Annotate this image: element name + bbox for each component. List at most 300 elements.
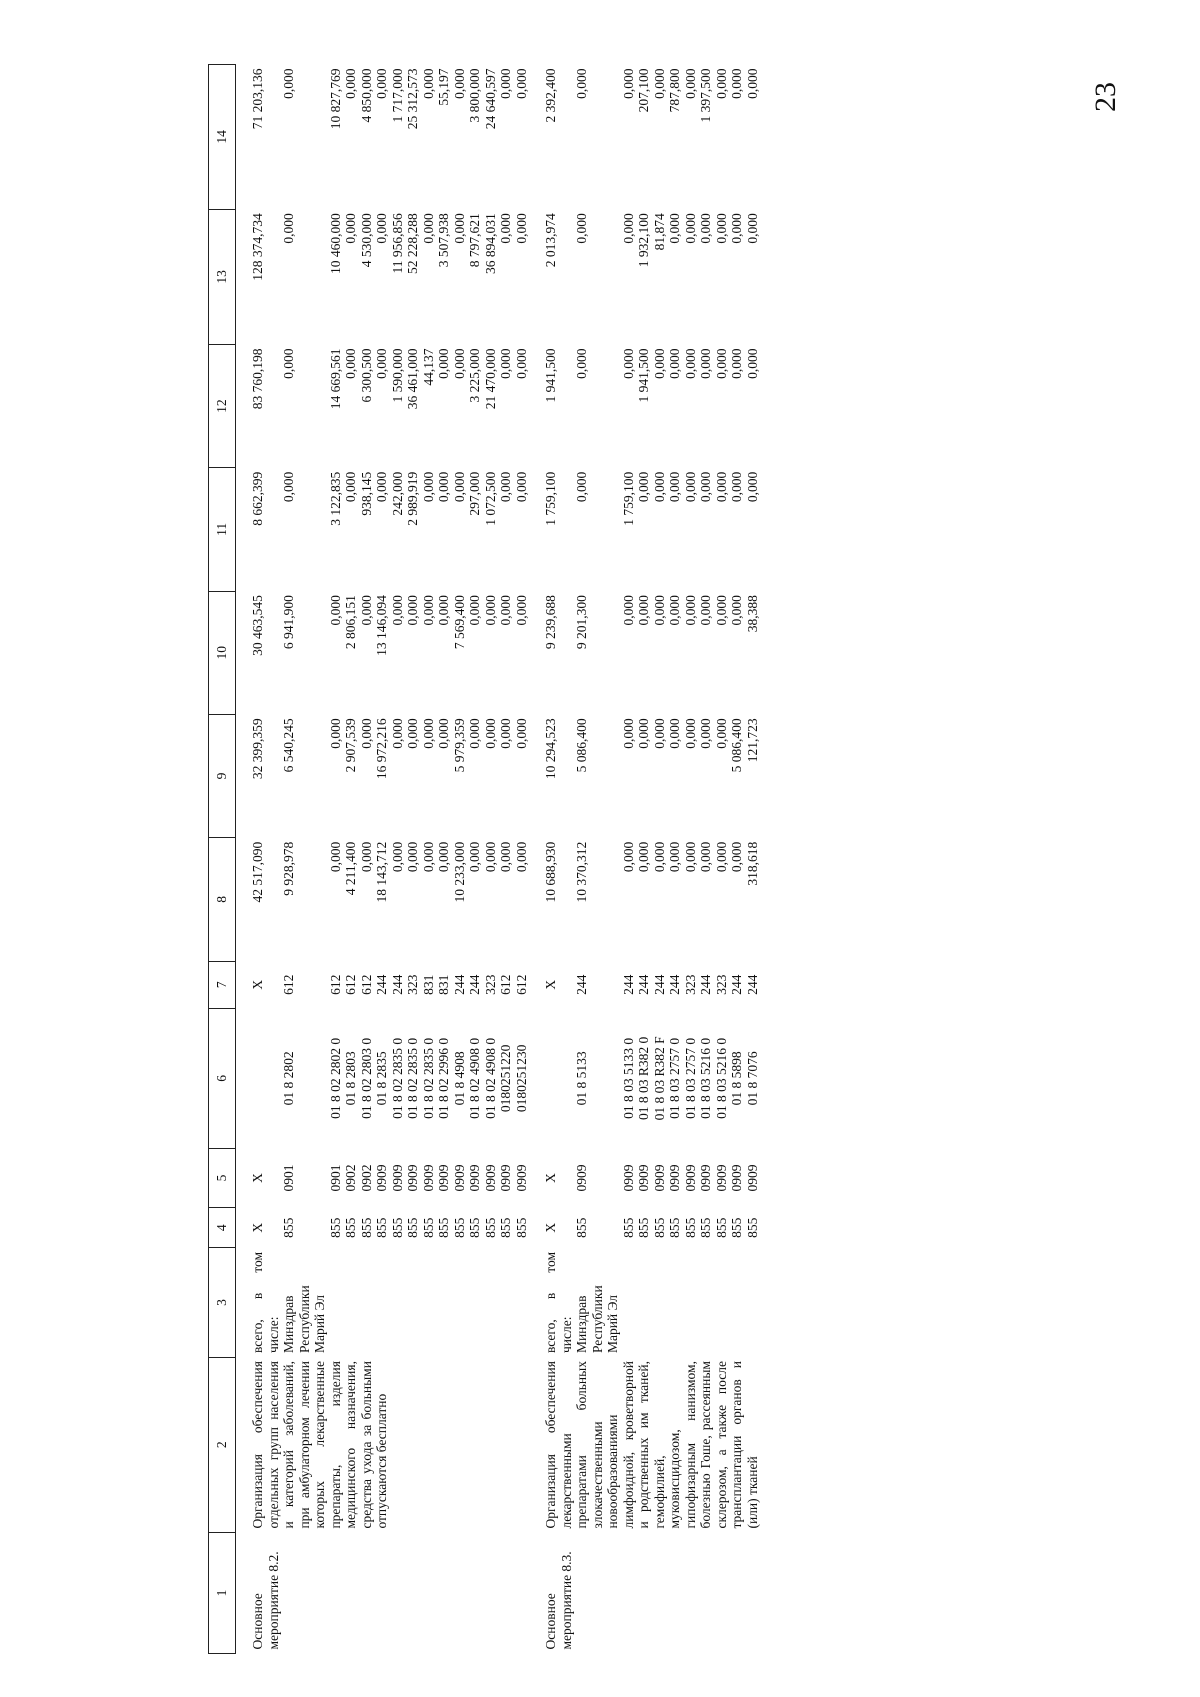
amount-cell: 0,000 bbox=[436, 841, 452, 873]
amount-cell: 0,000 bbox=[467, 841, 483, 873]
csr-cell: 01 8 02 2803 0 bbox=[358, 1037, 374, 1119]
amount-cell: 1 759,100 bbox=[620, 471, 636, 526]
executor-cell bbox=[483, 1248, 499, 1357]
executor-cell bbox=[667, 1248, 683, 1357]
amount-cell: 0,000 bbox=[358, 718, 374, 749]
amount-cell: 36 461,000 bbox=[405, 348, 421, 410]
amount-cell: 52 228,288 bbox=[405, 213, 421, 275]
rzpr-cell: 0901 bbox=[281, 1164, 297, 1192]
measure-label: Основное мероприятие 8.2. bbox=[250, 1551, 281, 1650]
rzpr-cell: 0901 bbox=[327, 1164, 343, 1192]
grbs-cell: 855 bbox=[436, 1217, 452, 1238]
csr-cell: 01 8 03 R382 0 bbox=[636, 1036, 652, 1121]
amount-cell: 4 850,000 bbox=[358, 68, 374, 123]
amount-cell: 0,000 bbox=[513, 841, 529, 873]
grbs-cell: 855 bbox=[498, 1217, 514, 1238]
column-header: 11 bbox=[209, 468, 236, 591]
amount-cell: 0,000 bbox=[651, 718, 667, 749]
csr-cell: 01 8 03 2757 0 bbox=[682, 1037, 698, 1119]
amount-cell: 0,000 bbox=[513, 718, 529, 749]
amount-cell: 42 517,090 bbox=[250, 841, 265, 903]
amount-cell: 0,000 bbox=[698, 718, 714, 749]
amount-cell: 14 669,561 bbox=[327, 348, 343, 410]
amount-cell: 0,000 bbox=[343, 213, 359, 244]
amount-cell: 0,000 bbox=[667, 595, 683, 626]
measure-label: Основное мероприятие 8.3. bbox=[543, 1551, 574, 1650]
amount-cell: 1 932,100 bbox=[636, 213, 652, 268]
amount-cell: 0,000 bbox=[667, 348, 683, 379]
amount-cell: 0,000 bbox=[574, 68, 590, 99]
amount-cell: 0,000 bbox=[420, 718, 436, 749]
amount-cell: 787,800 bbox=[667, 68, 683, 113]
grbs-cell: 855 bbox=[729, 1217, 745, 1238]
amount-cell: 0,000 bbox=[698, 841, 714, 873]
column-header: 14 bbox=[209, 65, 236, 210]
grbs-cell: 855 bbox=[482, 1217, 498, 1238]
amount-cell: 8 797,621 bbox=[467, 213, 483, 268]
grbs-cell: 855 bbox=[389, 1217, 405, 1238]
amount-cell: 0,000 bbox=[343, 471, 359, 503]
executor-cell bbox=[498, 1248, 514, 1357]
amount-cell: 36 894,031 bbox=[482, 213, 498, 275]
amount-cell: 10 460,000 bbox=[327, 213, 343, 275]
executor-cell bbox=[328, 1248, 344, 1357]
rzpr-cell: 0902 bbox=[343, 1164, 359, 1192]
amount-cell: 207,100 bbox=[636, 68, 652, 113]
rzpr-cell: 0909 bbox=[498, 1164, 514, 1192]
amount-cell: 0,000 bbox=[467, 595, 483, 626]
amount-cell: 0,000 bbox=[374, 471, 390, 503]
rzpr-cell: 0902 bbox=[358, 1164, 374, 1192]
amount-cell: 5 979,359 bbox=[451, 718, 467, 773]
amount-cell: 0,000 bbox=[729, 213, 745, 244]
csr-cell: 01 8 5133 bbox=[574, 1051, 590, 1106]
amount-cell: 0,000 bbox=[358, 841, 374, 873]
amount-cell: 0,000 bbox=[436, 348, 452, 379]
grbs-cell: 855 bbox=[667, 1217, 683, 1238]
amount-cell: 0,000 bbox=[327, 595, 343, 626]
amount-cell: 0,000 bbox=[713, 213, 729, 244]
executor-cell bbox=[452, 1248, 468, 1357]
amount-cell: 0,000 bbox=[574, 213, 590, 244]
grbs-cell: X bbox=[250, 1222, 265, 1233]
amount-cell: 0,000 bbox=[729, 348, 745, 379]
amount-cell: 0,000 bbox=[482, 595, 498, 626]
vr-cell: 244 bbox=[389, 974, 405, 995]
rzpr-cell: X bbox=[543, 1173, 559, 1183]
executor-cell: всего, в том числе: bbox=[250, 1251, 281, 1354]
grbs-cell: 855 bbox=[620, 1217, 636, 1238]
vr-cell: 244 bbox=[636, 974, 652, 995]
amount-cell: 2 013,974 bbox=[543, 213, 559, 268]
amount-cell: 1 590,000 bbox=[389, 348, 405, 403]
grbs-cell: X bbox=[543, 1222, 559, 1233]
rzpr-cell: 0909 bbox=[420, 1164, 436, 1192]
column-header: 4 bbox=[209, 1208, 236, 1248]
csr-cell bbox=[543, 1008, 574, 1148]
amount-cell: 0,000 bbox=[682, 718, 698, 749]
column-header: 9 bbox=[209, 714, 236, 837]
amount-cell: 1 759,100 bbox=[543, 471, 559, 526]
rzpr-cell: 0909 bbox=[574, 1164, 590, 1192]
amount-cell: 5 086,400 bbox=[729, 718, 745, 773]
executor-cell bbox=[636, 1248, 652, 1357]
amount-cell: 0,000 bbox=[513, 595, 529, 626]
amount-cell: 21 470,000 bbox=[482, 348, 498, 410]
amount-cell: 938,145 bbox=[358, 471, 374, 516]
csr-cell: 01 8 7076 bbox=[744, 1051, 760, 1106]
amount-cell: 16 972,216 bbox=[374, 718, 390, 780]
csr-cell: 01 8 03 5216 0 bbox=[698, 1037, 714, 1119]
rzpr-cell: 0909 bbox=[729, 1164, 745, 1192]
amount-cell: 0,000 bbox=[436, 718, 452, 749]
amount-cell: 0,000 bbox=[729, 68, 745, 99]
amount-cell: 0,000 bbox=[358, 595, 374, 626]
amount-cell: 1 397,500 bbox=[698, 68, 714, 123]
amount-cell: 4 530,000 bbox=[358, 213, 374, 268]
amount-cell: 3 507,938 bbox=[436, 213, 452, 268]
vr-cell: 244 bbox=[651, 974, 667, 995]
vr-cell: 323 bbox=[682, 974, 698, 995]
amount-cell: 0,000 bbox=[620, 841, 636, 873]
amount-cell: 2 907,539 bbox=[343, 718, 359, 773]
amount-cell: 0,000 bbox=[713, 348, 729, 379]
grbs-cell: 855 bbox=[636, 1217, 652, 1238]
grbs-cell: 855 bbox=[327, 1217, 343, 1238]
table-row bbox=[250, 65, 281, 1654]
amount-cell: 0,000 bbox=[420, 841, 436, 873]
amount-cell: 0,000 bbox=[451, 348, 467, 379]
rzpr-cell: 0909 bbox=[667, 1164, 683, 1192]
amount-cell: 0,000 bbox=[667, 841, 683, 873]
amount-cell: 0,000 bbox=[374, 348, 390, 379]
amount-cell: 0,000 bbox=[636, 718, 652, 749]
csr-cell: 0180251230 bbox=[513, 1044, 529, 1113]
rzpr-cell: 0909 bbox=[682, 1164, 698, 1192]
amount-cell: 0,000 bbox=[729, 595, 745, 626]
csr-cell: 01 8 5898 bbox=[729, 1051, 745, 1106]
grbs-cell: 855 bbox=[744, 1217, 760, 1238]
csr-cell: 01 8 02 4908 0 bbox=[482, 1037, 498, 1119]
vr-cell: 244 bbox=[451, 974, 467, 995]
executor-cell bbox=[621, 1248, 637, 1357]
amount-cell: 0,000 bbox=[498, 841, 514, 873]
grbs-cell: 855 bbox=[420, 1217, 436, 1238]
executor-cell bbox=[652, 1248, 668, 1357]
column-header: 10 bbox=[209, 591, 236, 714]
csr-cell: 0180251220 bbox=[498, 1044, 514, 1113]
amount-cell: 0,000 bbox=[698, 213, 714, 244]
rzpr-cell: 0909 bbox=[405, 1164, 421, 1192]
rzpr-cell: 0909 bbox=[374, 1164, 390, 1192]
vr-cell: 244 bbox=[467, 974, 483, 995]
csr-cell bbox=[250, 1008, 281, 1148]
amount-cell: 297,000 bbox=[467, 471, 483, 516]
amount-cell: 0,000 bbox=[513, 348, 529, 379]
amount-cell: 0,000 bbox=[374, 213, 390, 244]
amount-cell: 44,137 bbox=[420, 348, 436, 386]
rzpr-cell: 0909 bbox=[436, 1164, 452, 1192]
amount-cell: 0,000 bbox=[436, 595, 452, 626]
amount-cell: 0,000 bbox=[713, 841, 729, 873]
amount-cell: 81,874 bbox=[651, 213, 667, 251]
amount-cell: 0,000 bbox=[744, 68, 760, 99]
amount-cell: 0,000 bbox=[498, 213, 514, 244]
vr-cell: X bbox=[543, 979, 559, 990]
vr-cell: 612 bbox=[343, 974, 359, 995]
amount-cell: 0,000 bbox=[651, 595, 667, 626]
amount-cell: 1 072,500 bbox=[482, 471, 498, 526]
rzpr-cell: 0909 bbox=[744, 1164, 760, 1192]
budget-table-sheet bbox=[208, 64, 1038, 1654]
amount-cell: 83 760,198 bbox=[250, 348, 265, 410]
amount-cell: 0,000 bbox=[451, 471, 467, 503]
column-header: 8 bbox=[209, 838, 236, 961]
amount-cell: 9 201,300 bbox=[574, 595, 590, 650]
grbs-cell: 855 bbox=[513, 1217, 529, 1238]
amount-cell: 0,000 bbox=[636, 595, 652, 626]
amount-cell: 0,000 bbox=[667, 471, 683, 503]
amount-cell: 71 203,136 bbox=[250, 68, 265, 130]
vr-cell: 831 bbox=[436, 974, 452, 995]
amount-cell: 0,000 bbox=[498, 68, 514, 99]
amount-cell: 0,000 bbox=[620, 68, 636, 99]
amount-cell: 3 225,000 bbox=[467, 348, 483, 403]
amount-cell: 6 941,900 bbox=[281, 595, 297, 650]
budget-table bbox=[208, 64, 761, 1654]
measure-description: Организация обеспечения отдельных групп населения и категорий заболеваний, при амбулаторном лечении которых лекарственные препараты, изделия медицинского назначения, средства ухода за больными отпускаются бесплатно bbox=[250, 1361, 390, 1529]
rzpr-cell: 0909 bbox=[482, 1164, 498, 1192]
csr-cell: 01 8 02 2835 0 bbox=[420, 1037, 436, 1119]
amount-cell: 2 392,400 bbox=[543, 68, 559, 123]
amount-cell: 0,000 bbox=[281, 471, 297, 503]
amount-cell: 1 941,500 bbox=[636, 348, 652, 403]
vr-cell: 244 bbox=[574, 974, 590, 995]
amount-cell: 2 989,919 bbox=[405, 471, 421, 526]
amount-cell: 0,000 bbox=[682, 595, 698, 626]
amount-cell: 0,000 bbox=[467, 718, 483, 749]
csr-cell: 01 8 2802 bbox=[281, 1051, 297, 1106]
amount-cell: 0,000 bbox=[682, 213, 698, 244]
grbs-cell: 855 bbox=[713, 1217, 729, 1238]
csr-cell: 01 8 2835 bbox=[374, 1051, 390, 1106]
amount-cell: 0,000 bbox=[389, 718, 405, 749]
vr-cell: 244 bbox=[744, 974, 760, 995]
amount-cell: 0,000 bbox=[744, 348, 760, 379]
amount-cell: 0,000 bbox=[405, 595, 421, 626]
amount-cell: 0,000 bbox=[281, 68, 297, 99]
amount-cell: 0,000 bbox=[281, 213, 297, 244]
amount-cell: 0,000 bbox=[620, 595, 636, 626]
executor-cell bbox=[343, 1248, 359, 1357]
amount-cell: 13 146,094 bbox=[374, 595, 390, 656]
csr-cell: 01 8 2803 bbox=[343, 1051, 359, 1106]
vr-cell: 612 bbox=[358, 974, 374, 995]
amount-cell: 9 239,688 bbox=[543, 595, 559, 650]
amount-cell: 7 569,400 bbox=[451, 595, 467, 650]
csr-cell: 01 8 02 2996 0 bbox=[436, 1037, 452, 1119]
column-header: 2 bbox=[209, 1357, 236, 1533]
amount-cell: 38,388 bbox=[744, 595, 760, 633]
executor-cell bbox=[390, 1248, 406, 1357]
vr-cell: 323 bbox=[482, 974, 498, 995]
executor-cell bbox=[374, 1248, 390, 1357]
executor-cell bbox=[729, 1248, 745, 1357]
amount-cell: 0,000 bbox=[620, 213, 636, 244]
executor-cell: Минздрав Республики Марий Эл bbox=[281, 1285, 328, 1354]
executor-cell bbox=[405, 1248, 421, 1357]
amount-cell: 5 086,400 bbox=[574, 718, 590, 773]
amount-cell: 0,000 bbox=[389, 841, 405, 873]
amount-cell: 0,000 bbox=[451, 213, 467, 244]
amount-cell: 0,000 bbox=[498, 348, 514, 379]
rzpr-cell: X bbox=[250, 1173, 265, 1183]
amount-cell: 25 312,573 bbox=[405, 68, 421, 130]
amount-cell: 318,618 bbox=[744, 841, 760, 886]
amount-cell: 11 956,856 bbox=[389, 213, 405, 274]
amount-cell: 0,000 bbox=[620, 348, 636, 379]
amount-cell: 0,000 bbox=[389, 595, 405, 626]
amount-cell: 24 640,597 bbox=[482, 68, 498, 130]
grbs-cell: 855 bbox=[698, 1217, 714, 1238]
executor-cell bbox=[436, 1248, 452, 1357]
amount-cell: 0,000 bbox=[713, 718, 729, 749]
vr-cell: 612 bbox=[281, 974, 297, 995]
csr-cell: 01 8 03 R382 F bbox=[651, 1036, 667, 1121]
rzpr-cell: 0909 bbox=[467, 1164, 483, 1192]
amount-cell: 128 374,734 bbox=[250, 213, 265, 281]
amount-cell: 0,000 bbox=[343, 68, 359, 99]
csr-cell: 01 8 02 2802 0 bbox=[327, 1037, 343, 1119]
amount-cell: 0,000 bbox=[636, 471, 652, 503]
amount-cell: 0,000 bbox=[574, 471, 590, 503]
vr-cell: 244 bbox=[667, 974, 683, 995]
vr-cell: 831 bbox=[420, 974, 436, 995]
amount-cell: 0,000 bbox=[327, 841, 343, 873]
amount-cell: 0,000 bbox=[682, 348, 698, 379]
vr-cell: 612 bbox=[327, 974, 343, 995]
amount-cell: 0,000 bbox=[651, 68, 667, 99]
column-header: 7 bbox=[209, 961, 236, 1008]
amount-cell: 32 399,359 bbox=[250, 718, 265, 780]
csr-cell: 01 8 02 2835 0 bbox=[389, 1037, 405, 1119]
amount-cell: 0,000 bbox=[667, 718, 683, 749]
amount-cell: 0,000 bbox=[651, 348, 667, 379]
grbs-cell: 855 bbox=[451, 1217, 467, 1238]
grbs-cell: 855 bbox=[281, 1217, 297, 1238]
amount-cell: 0,000 bbox=[405, 718, 421, 749]
amount-cell: 0,000 bbox=[698, 595, 714, 626]
vr-cell: 244 bbox=[374, 974, 390, 995]
executor-cell bbox=[698, 1248, 714, 1357]
executor-cell bbox=[683, 1248, 699, 1357]
amount-cell: 1 941,500 bbox=[543, 348, 559, 403]
vr-cell: 244 bbox=[729, 974, 745, 995]
amount-cell: 0,000 bbox=[482, 841, 498, 873]
amount-cell: 3 800,000 bbox=[467, 68, 483, 123]
vr-cell: 612 bbox=[513, 974, 529, 995]
csr-cell: 01 8 03 5216 0 bbox=[713, 1037, 729, 1119]
rzpr-cell: 0909 bbox=[698, 1164, 714, 1192]
amount-cell: 0,000 bbox=[513, 213, 529, 244]
grbs-cell: 855 bbox=[467, 1217, 483, 1238]
rzpr-cell: 0909 bbox=[620, 1164, 636, 1192]
rzpr-cell: 0909 bbox=[651, 1164, 667, 1192]
amount-cell: 0,000 bbox=[436, 471, 452, 503]
amount-cell: 0,000 bbox=[682, 841, 698, 873]
amount-cell: 0,000 bbox=[682, 68, 698, 99]
amount-cell: 0,000 bbox=[744, 471, 760, 503]
amount-cell: 0,000 bbox=[420, 68, 436, 99]
column-header: 13 bbox=[209, 209, 236, 344]
csr-cell: 01 8 03 2757 0 bbox=[667, 1037, 683, 1119]
column-header: 1 bbox=[209, 1533, 236, 1654]
amount-cell: 0,000 bbox=[713, 68, 729, 99]
amount-cell: 10 688,930 bbox=[543, 841, 559, 903]
vr-cell: 244 bbox=[698, 974, 714, 995]
amount-cell: 18 143,712 bbox=[374, 841, 390, 903]
amount-cell: 242,000 bbox=[389, 471, 405, 516]
executor-cell bbox=[467, 1248, 483, 1357]
vr-cell: X bbox=[250, 979, 265, 990]
amount-cell: 0,000 bbox=[405, 841, 421, 873]
amount-cell: 0,000 bbox=[682, 471, 698, 503]
csr-cell: 01 8 02 2835 0 bbox=[405, 1037, 421, 1119]
grbs-cell: 855 bbox=[651, 1217, 667, 1238]
rzpr-cell: 0909 bbox=[451, 1164, 467, 1192]
amount-cell: 3 122,835 bbox=[327, 471, 343, 526]
executor-cell bbox=[421, 1248, 437, 1357]
amount-cell: 0,000 bbox=[729, 471, 745, 503]
grbs-cell: 855 bbox=[682, 1217, 698, 1238]
amount-cell: 121,723 bbox=[744, 718, 760, 763]
executor-cell bbox=[714, 1248, 730, 1357]
amount-cell: 0,000 bbox=[420, 595, 436, 626]
amount-cell: 0,000 bbox=[281, 348, 297, 379]
amount-cell: 10 233,000 bbox=[451, 841, 467, 903]
amount-cell: 0,000 bbox=[651, 471, 667, 503]
amount-cell: 0,000 bbox=[636, 841, 652, 873]
measure-description: Организация обеспечения лекарственными препаратами больных злокачественными новообразованиями лимфоидной, кроветворной и родственных им тканей, гемофилией, муковисцидозом, гипофизарным нанизмом, болезнью Гоше, рассеянным склерозом, а также после трансплантации органов и (или) тканей bbox=[543, 1361, 760, 1529]
page-number: 23 bbox=[1089, 82, 1122, 112]
executor-cell: всего, в том числе: bbox=[543, 1251, 574, 1354]
column-number-header bbox=[209, 65, 236, 1654]
amount-cell: 0,000 bbox=[374, 68, 390, 99]
vr-cell: 244 bbox=[620, 974, 636, 995]
amount-cell: 2 806,151 bbox=[343, 595, 359, 650]
rzpr-cell: 0909 bbox=[389, 1164, 405, 1192]
amount-cell: 0,000 bbox=[620, 718, 636, 749]
table-body bbox=[236, 65, 761, 1654]
amount-cell: 55,197 bbox=[436, 68, 452, 106]
amount-cell: 10 370,312 bbox=[574, 841, 590, 903]
amount-cell: 6 540,245 bbox=[281, 718, 297, 773]
amount-cell: 0,000 bbox=[482, 718, 498, 749]
vr-cell: 323 bbox=[713, 974, 729, 995]
column-header: 5 bbox=[209, 1148, 236, 1207]
amount-cell: 0,000 bbox=[713, 471, 729, 503]
amount-cell: 9 928,978 bbox=[281, 841, 297, 896]
amount-cell: 0,000 bbox=[698, 348, 714, 379]
rzpr-cell: 0909 bbox=[513, 1164, 529, 1192]
column-header: 3 bbox=[209, 1248, 236, 1357]
csr-cell: 01 8 03 5133 0 bbox=[620, 1037, 636, 1119]
amount-cell: 0,000 bbox=[343, 348, 359, 379]
amount-cell: 0,000 bbox=[667, 213, 683, 244]
vr-cell: 323 bbox=[405, 974, 421, 995]
column-header: 12 bbox=[209, 344, 236, 467]
amount-cell: 0,000 bbox=[713, 595, 729, 626]
